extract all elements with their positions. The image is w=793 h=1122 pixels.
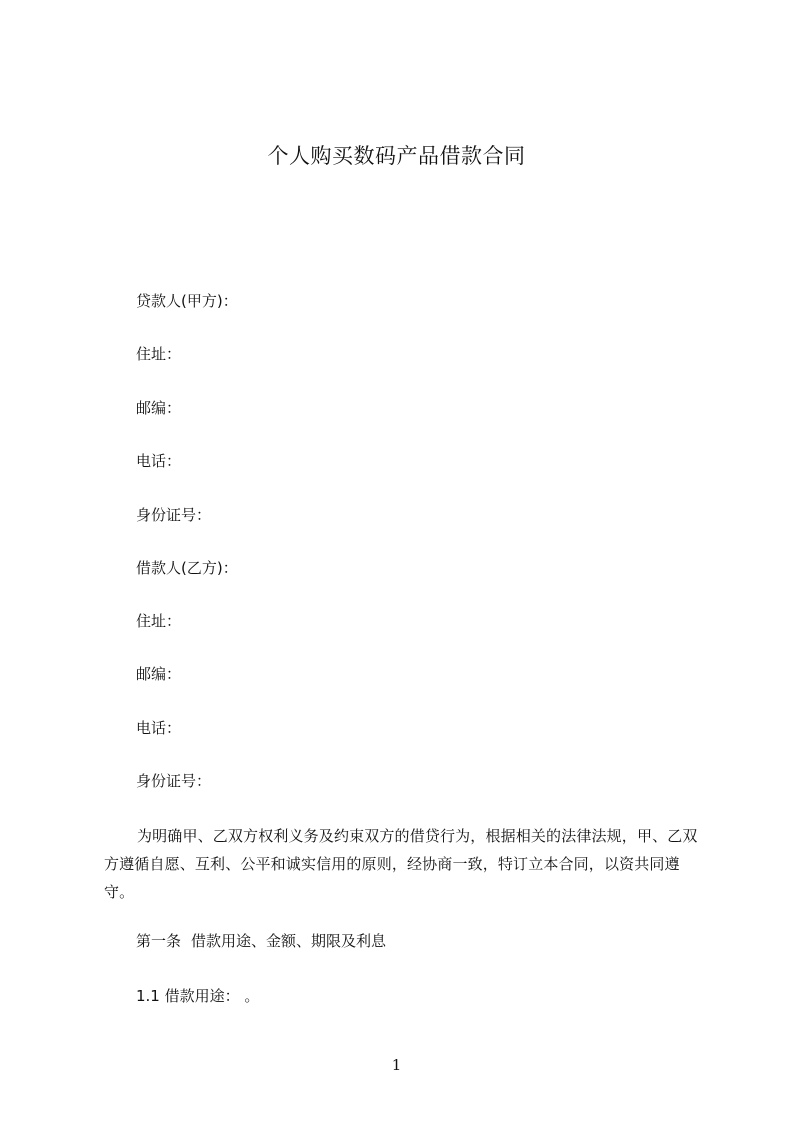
lender-id-label: 身份证号： bbox=[136, 506, 212, 524]
preamble-paragraph: 为明确甲、乙双方权利义务及约束双方的借贷行为，根据相关的法律法规，甲、乙双方遵循自愿、互利、公平和诚实信用的原则，经协商一致，特订立本合同，以资共同遵守。 bbox=[104, 827, 698, 901]
lender-postcode-label: 邮编： bbox=[136, 399, 182, 417]
article-1-heading bbox=[136, 930, 386, 952]
article-1-label: 第一条 bbox=[136, 932, 182, 950]
article-1-title: 借款用途、金额、期限及利息 bbox=[191, 932, 387, 950]
borrower-address-label: 住址： bbox=[136, 612, 182, 630]
borrower-id-label: 身份证号： bbox=[136, 772, 212, 790]
contract-title: 个人购买数码产品借款合同 bbox=[267, 144, 526, 168]
borrower-heading: 借款人(乙方)： bbox=[136, 559, 238, 577]
lender-heading: 贷款人(甲方)： bbox=[136, 292, 238, 310]
lender-address-label: 住址： bbox=[136, 345, 182, 363]
page-number: 1 bbox=[391, 1056, 402, 1074]
lender-phone-label: 电话： bbox=[136, 452, 182, 470]
borrower-phone-label: 电话： bbox=[136, 719, 182, 737]
borrower-postcode-label: 邮编： bbox=[136, 665, 182, 683]
clause-1-1: 1.1 借款用途： 。 bbox=[136, 987, 260, 1005]
